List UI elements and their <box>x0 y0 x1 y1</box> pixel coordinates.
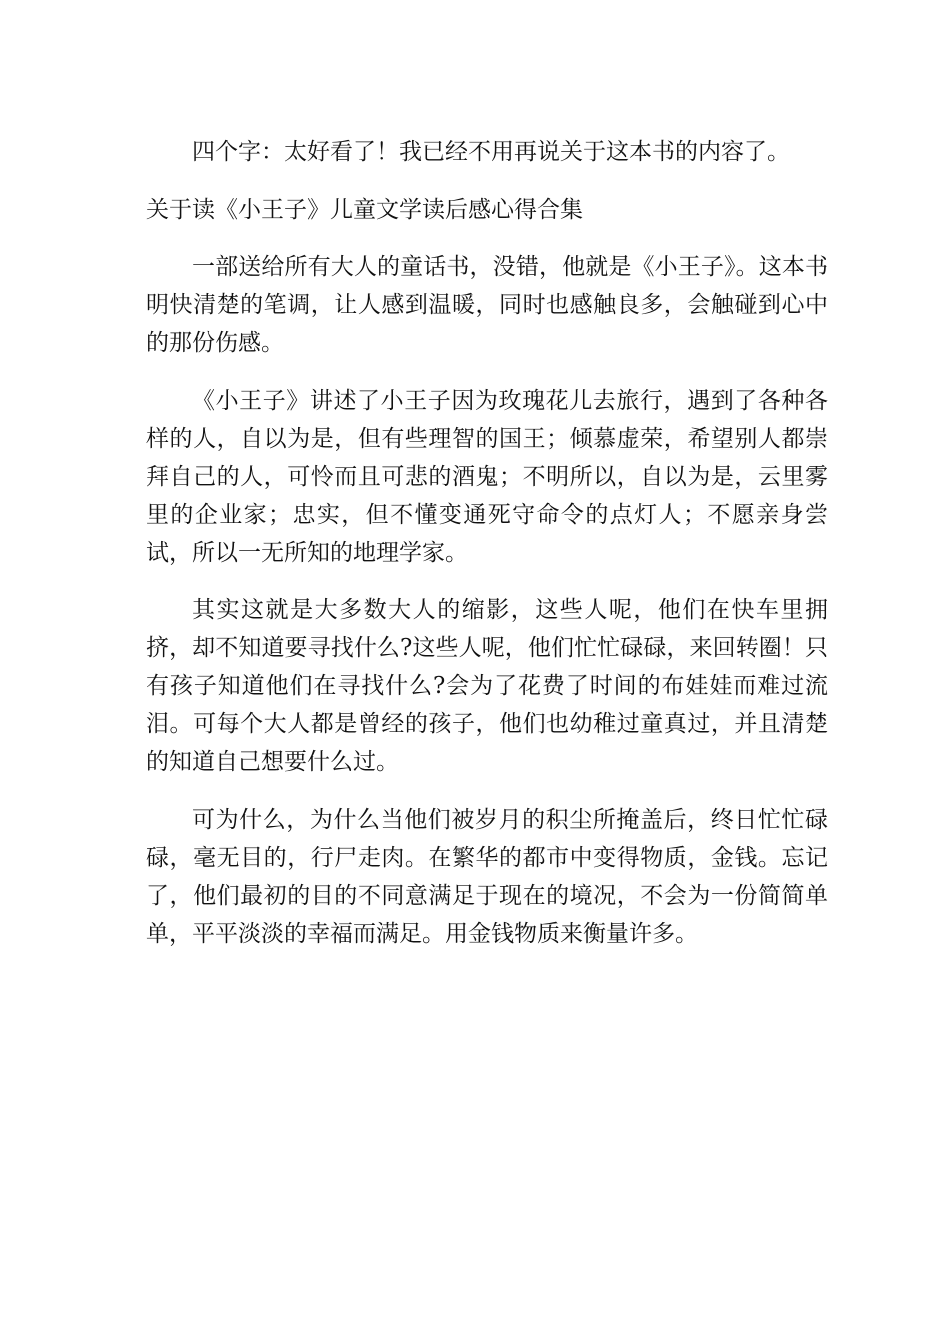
body-paragraph: 其实这就是大多数大人的缩影，这些人呢，他们在快车里拥挤，却不知道要寻找什么?这些人呢，他们忙忙碌碌，来回转圈！只有孩子知道他们在寻找什么?会为了花费了时间的布娃娃而难过流泪。可每个大人都是曾经的孩子，他们也幼稚过童真过，并且清楚的知道自己想要什么过。 <box>146 597 828 775</box>
body-paragraph: 可为什么，为什么当他们被岁月的积尘所掩盖后，终日忙忙碌碌，毫无目的，行尸走肉。在繁华的都市中变得物质，金钱。忘记了，他们最初的目的不同意满足于现在的境况，不会为一份简简单单，平平淡淡的幸福而满足。用金钱物质来衡量许多。 <box>146 806 828 947</box>
article-title: 关于读《小王子》儿童文学读后感心得合集 <box>146 196 583 223</box>
body-paragraph: 《小王子》讲述了小王子因为玫瑰花儿去旅行，遇到了各种各样的人，自以为是，但有些理智的国王；倾慕虚荣，希望别人都崇拜自己的人，可怜而且可悲的酒鬼；不明所以，自以为是，云里雾里的企业家；忠实，但不懂变通死守命令的点灯人；不愿亲身尝试，所以一无所知的地理学家。 <box>146 387 828 566</box>
body-paragraph: 一部送给所有大人的童话书，没错，他就是《小王子》。这本书明快清楚的笔调，让人感到温暖，同时也感触良多，会触碰到心中的那份伤感。 <box>146 254 828 356</box>
intro-paragraph: 四个字：太好看了！我已经不用再说关于这本书的内容了。 <box>192 139 790 165</box>
document-body <box>146 133 828 972</box>
